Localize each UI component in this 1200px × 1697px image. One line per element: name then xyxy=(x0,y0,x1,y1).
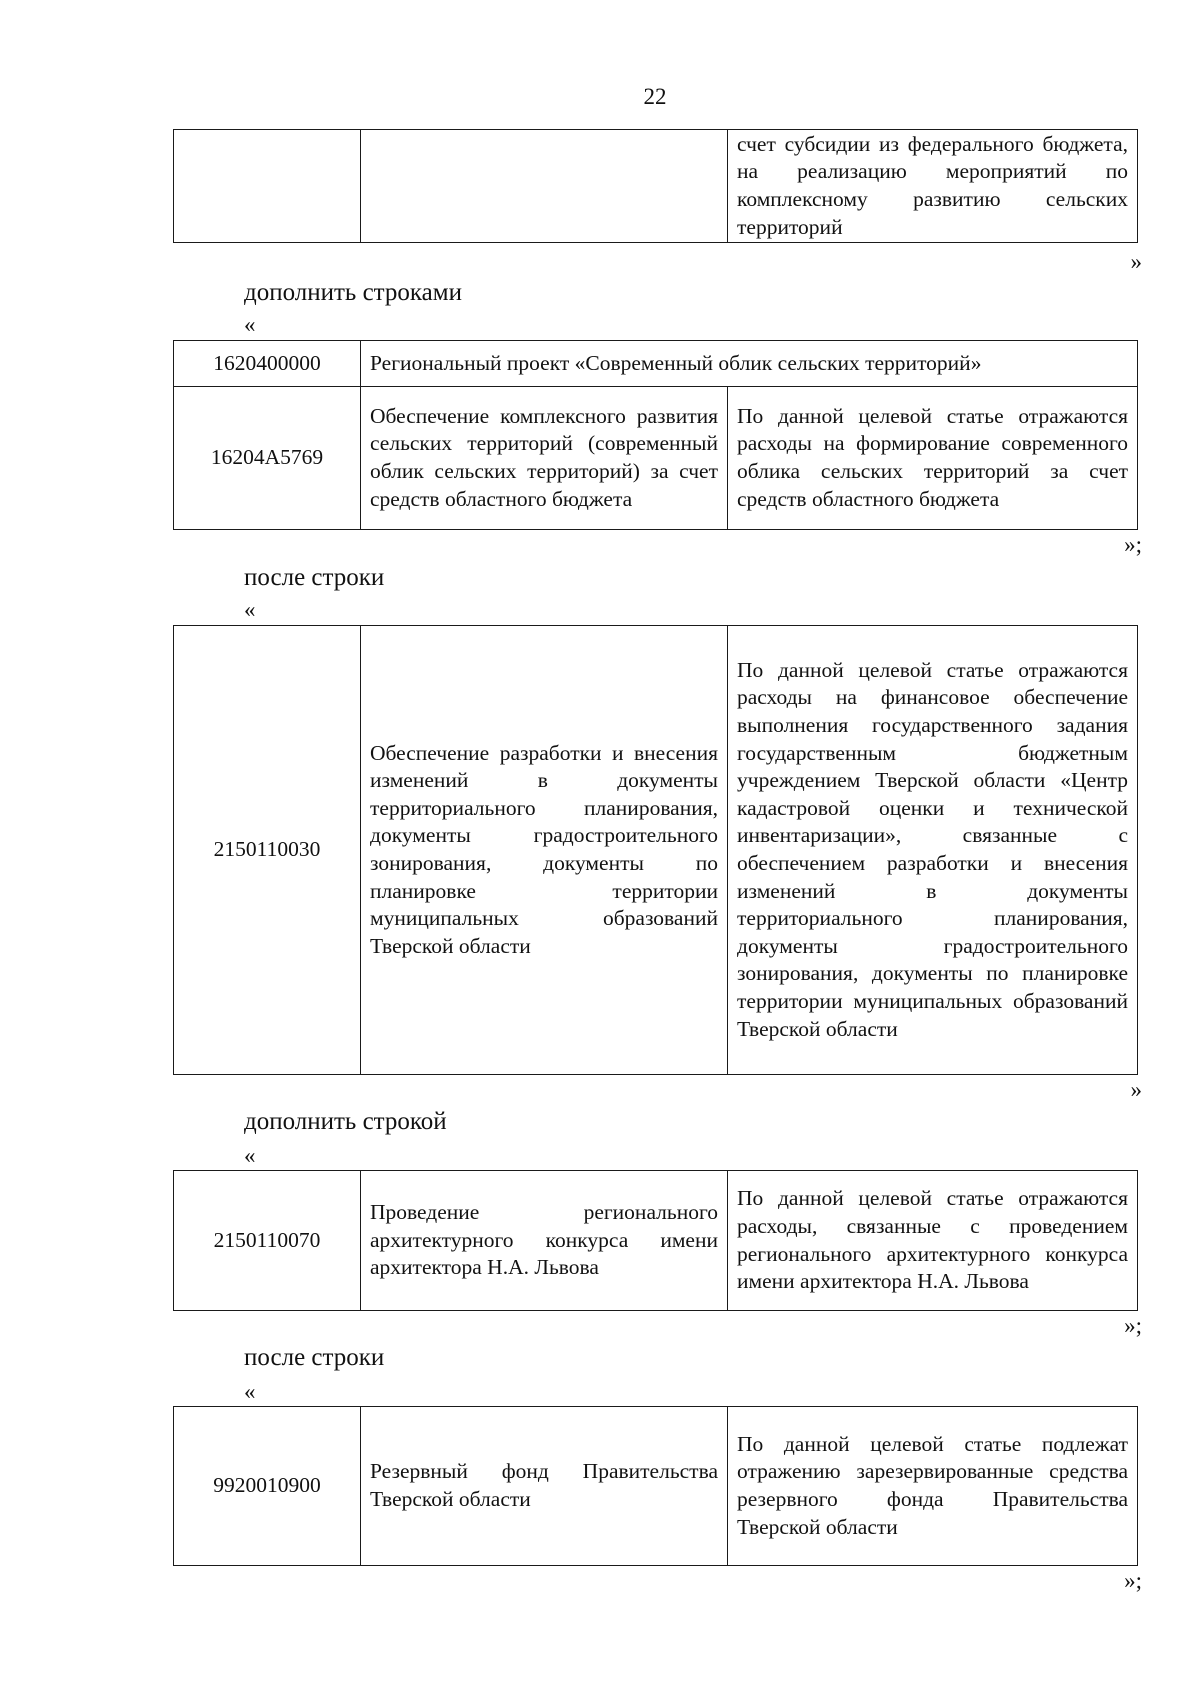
opening-quote: « xyxy=(244,1143,256,1168)
code-cell: 2150110030 xyxy=(174,626,361,1075)
table-row xyxy=(174,387,1138,530)
closing-quote: »; xyxy=(1124,532,1142,557)
description-cell: По данной целевой статье отражаются расходы, связанные с проведением регионального архитектурного конкурса имени архитектора Н.А. Львова xyxy=(728,1171,1138,1311)
closing-quote: »; xyxy=(1124,1568,1142,1593)
code-cell: 2150110070 xyxy=(174,1171,361,1311)
name-cell: Обеспечение разработки и внесения изменений в документы территориального планирования, документы градостроительного зонирования, документы по планировке территории муниципальных образований Тверской области xyxy=(361,626,728,1075)
table-architecture-contest xyxy=(173,1170,1138,1311)
opening-quote: « xyxy=(244,1379,256,1404)
table-row xyxy=(174,1171,1138,1311)
table-continuation xyxy=(173,129,1138,243)
name-cell xyxy=(361,130,728,243)
code-cell: 9920010900 xyxy=(174,1407,361,1566)
description-cell: По данной целевой статье подлежат отражению зарезервированные средства резервного фонда Правительства Тверской области xyxy=(728,1407,1138,1566)
table-reserve-fund xyxy=(173,1406,1138,1566)
name-cell: Проведение регионального архитектурного конкурса имени архитектора Н.А. Львова xyxy=(361,1171,728,1311)
description-cell: счет субсидии из федерального бюджета, на реализацию мероприятий по комплексному развитию сельских территорий xyxy=(728,130,1138,243)
table-row xyxy=(174,130,1138,243)
description-cell: По данной целевой статье отражаются расходы на формирование современного облика сельских территорий за счет средств областного бюджета xyxy=(728,387,1138,530)
code-cell xyxy=(174,130,361,243)
table-row xyxy=(174,1407,1138,1566)
table-row xyxy=(174,341,1138,387)
instruction-text: после строки xyxy=(244,1344,385,1371)
opening-quote: « xyxy=(244,312,256,337)
instruction-text: дополнить строками xyxy=(244,279,462,306)
closing-quote: »; xyxy=(1124,1313,1142,1338)
name-cell: Обеспечение комплексного развития сельских территорий (современный облик сельских территорий) за счет средств областного бюджета xyxy=(361,387,728,530)
name-cell: Резервный фонд Правительства Тверской области xyxy=(361,1407,728,1566)
table-row xyxy=(174,626,1138,1075)
opening-quote: « xyxy=(244,597,256,622)
description-cell: По данной целевой статье отражаются расходы на финансовое обеспечение выполнения государственного задания государственным бюджетным учреждением Тверской области «Центр кадастровой оценки и технической инвентаризации», связанные с обеспечением разработки и внесения изменений в документы территориального планирования, документы градостроительного зонирования, документы по планировке территории муниципальных образований Тверской области xyxy=(728,626,1138,1075)
closing-quote: » xyxy=(1130,249,1142,274)
page-number: 22 xyxy=(643,84,667,109)
code-cell: 16204А5769 xyxy=(174,387,361,530)
closing-quote: » xyxy=(1130,1077,1142,1102)
instruction-text: после строки xyxy=(244,564,385,591)
table-regional-project xyxy=(173,340,1138,530)
table-territorial-planning xyxy=(173,625,1138,1075)
instruction-text: дополнить строкой xyxy=(244,1108,447,1135)
code-cell: 1620400000 xyxy=(174,341,361,387)
name-cell: Региональный проект «Современный облик сельских территорий» xyxy=(361,341,1138,387)
